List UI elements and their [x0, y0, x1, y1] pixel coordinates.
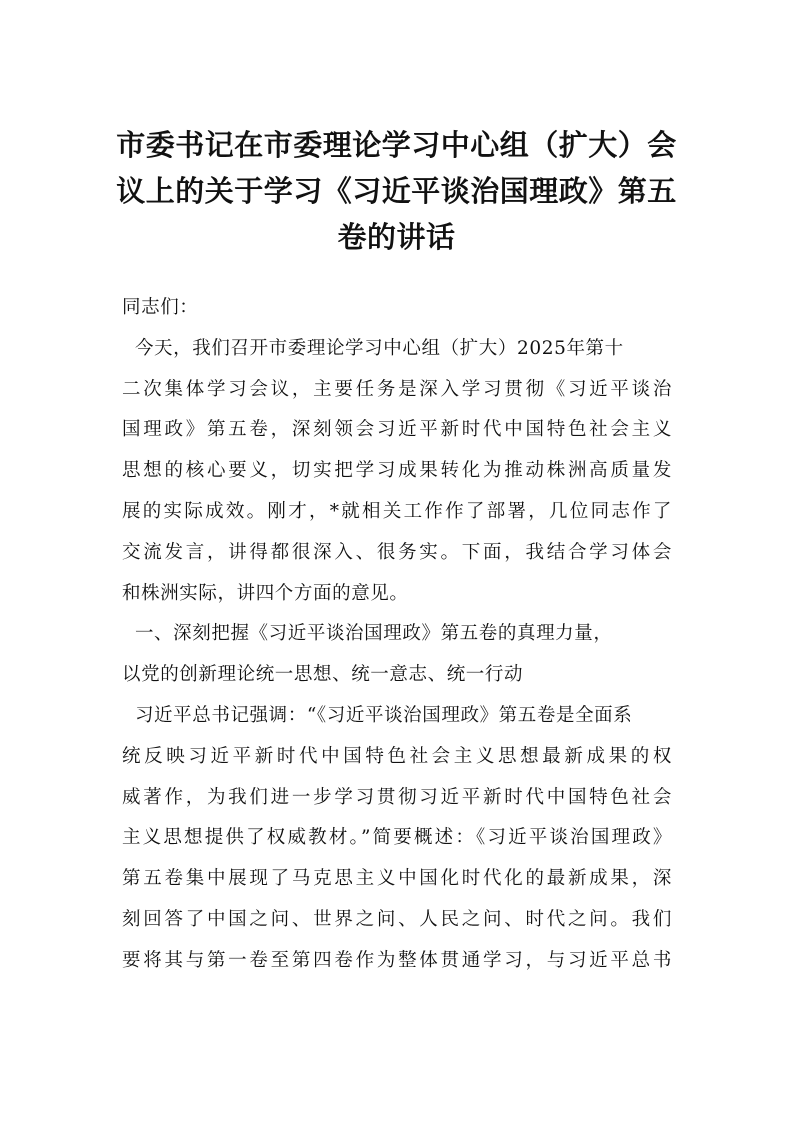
section-heading-line: 以党的创新理论统一思想、统一意志、统一行动	[122, 664, 524, 686]
body-line: 二次集体学习会议，主要任务是深入学习贯彻《习近平谈治	[122, 378, 672, 400]
section-heading-line: 一、深刻把握《习近平谈治国理政》第五卷的真理力量，	[122, 623, 613, 645]
body-line: 习近平总书记强调：“《习近平谈治国理政》第五卷是全面系	[122, 704, 633, 726]
title-line: 市委书记在市委理论学习中心组（扩大）会	[116, 128, 677, 162]
document-body	[122, 288, 672, 982]
title-line: 卷的讲话	[337, 220, 456, 254]
body-line: 国理政》第五卷，深刻领会习近平新时代中国特色社会主义	[122, 419, 672, 441]
document-title	[110, 122, 683, 260]
salutation: 同志们：	[122, 297, 199, 318]
body-line: 威著作，为我们进一步学习贯彻习近平新时代中国特色社会	[122, 786, 672, 808]
body-line: 要将其与第一卷至第四卷作为整体贯通学习，与习近平总书	[122, 949, 672, 971]
body-line: 统反映习近平新时代中国特色社会主义思想最新成果的权	[122, 745, 672, 767]
body-line: 和株洲实际，讲四个方面的意见。	[122, 582, 409, 604]
title-line: 议上的关于学习《习近平谈治国理政》第五	[116, 174, 677, 208]
body-line: 主义思想提供了权威教材。”简要概述：《习近平谈治国理政》	[122, 827, 672, 849]
body-line: 思想的核心要义，切实把学习成果转化为推动株洲高质量发	[122, 460, 672, 482]
body-line: 刻回答了中国之问、世界之问、人民之问、时代之问。我们	[122, 908, 672, 930]
body-line: 交流发言，讲得都很深入、很务实。下面，我结合学习体会	[122, 541, 672, 563]
body-line: 第五卷集中展现了马克思主义中国化时代化的最新成果，深	[122, 868, 672, 890]
body-line: 展的实际成效。刚才，*就相关工作作了部署，几位同志作了	[122, 500, 672, 522]
body-line: 今天，我们召开市委理论学习中心组（扩大）2025年第十	[122, 337, 624, 359]
